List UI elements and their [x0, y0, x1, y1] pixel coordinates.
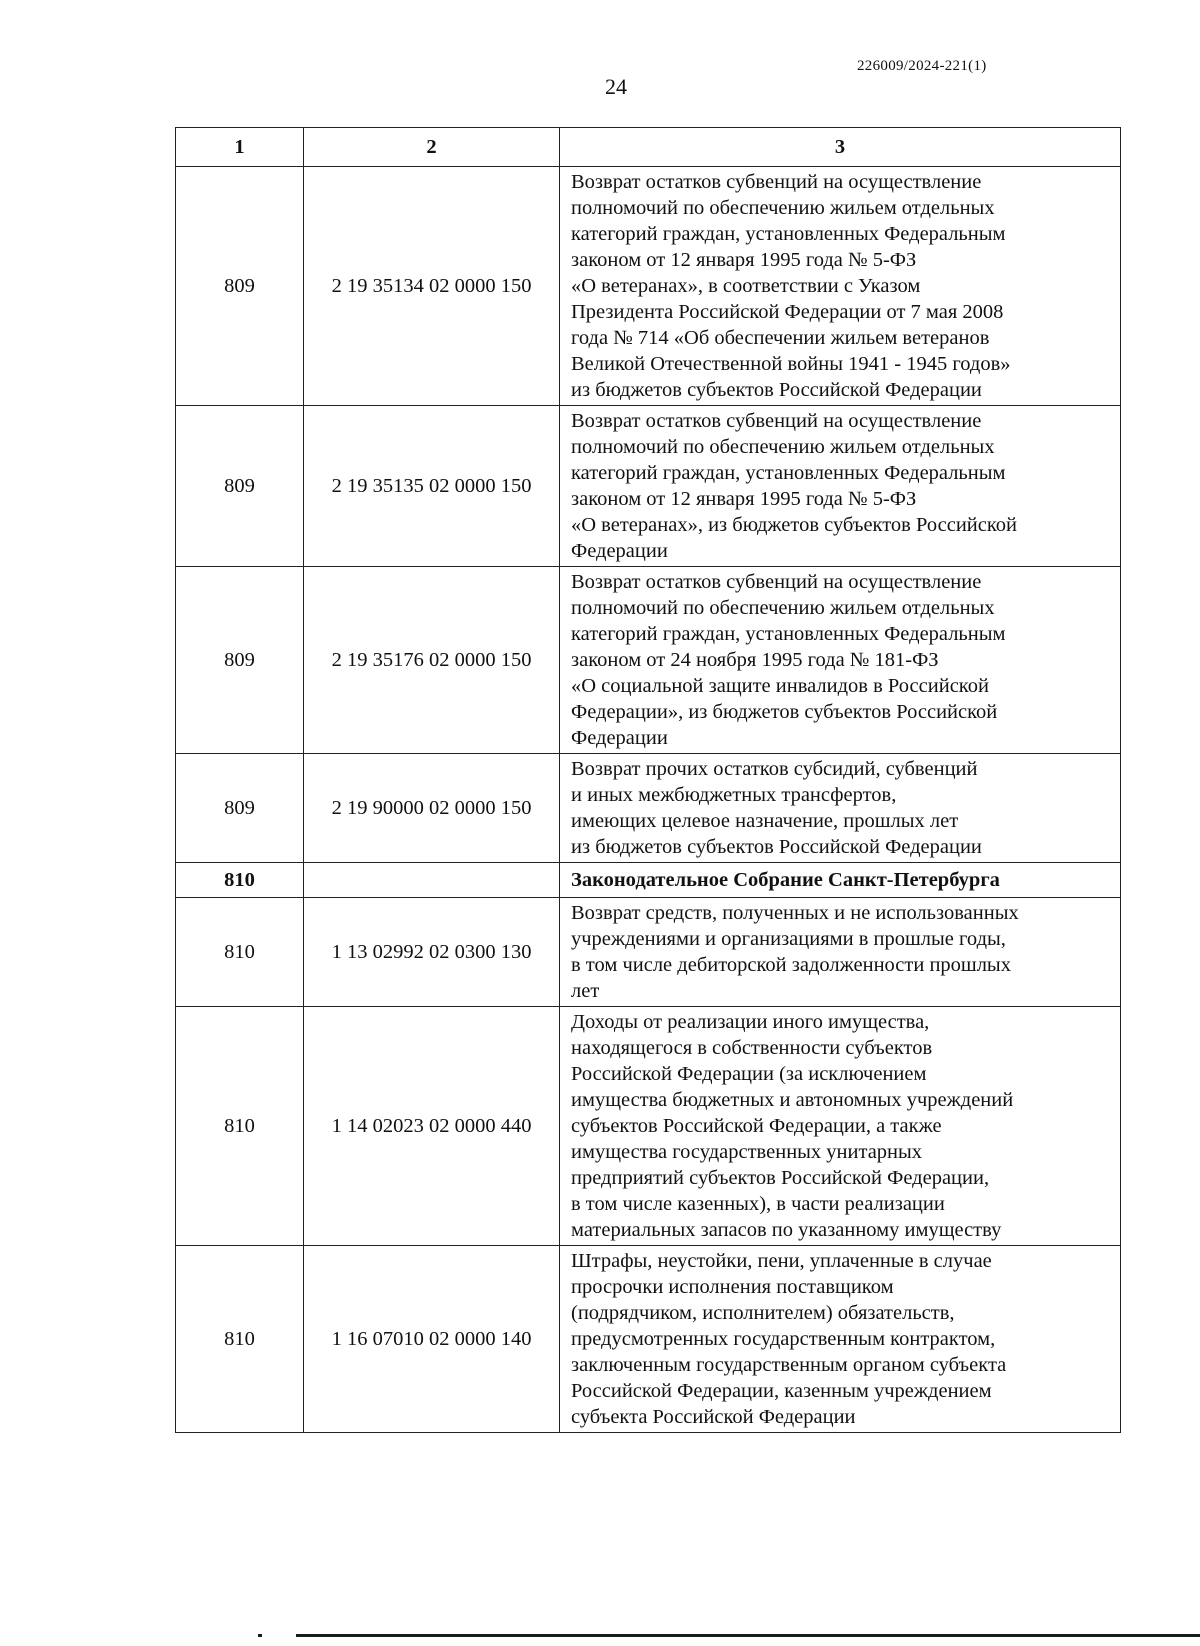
budget-classification-code-cell: 2 19 35134 02 0000 150	[304, 167, 560, 406]
table-row	[176, 1246, 1121, 1433]
column-header-3: 3	[560, 128, 1121, 167]
budget-classification-code-cell: 1 14 02023 02 0000 440	[304, 1007, 560, 1246]
admin-code-cell: 810	[176, 898, 304, 1007]
revenue-description-cell: Возврат средств, полученных и не использованных учреждениями и организациями в прошлые годы, в том числе дебиторской задолженности прошлых лет	[560, 898, 1121, 1007]
scan-edge-line	[296, 1634, 1200, 1637]
revenue-codes-table	[175, 127, 1121, 1433]
admin-code-cell: 810	[176, 863, 304, 898]
table-row	[176, 1007, 1121, 1246]
page-number: 24	[605, 74, 627, 99]
scan-edge-mark	[258, 1634, 262, 1637]
table-row	[176, 167, 1121, 406]
revenue-description-cell: Доходы от реализации иного имущества, находящегося в собственности субъектов Российской Федерации (за исключением имущества бюджетных и автономных учреждений субъектов Российской Федерации, а также имущества государственных унитарных предприятий субъектов Российской Федерации, в том числе казенных), в части реализации материальных запасов по указанному имуществу	[560, 1007, 1121, 1246]
table-header-row	[176, 128, 1121, 167]
document-registration-code: 226009/2024-221(1)	[857, 58, 987, 74]
table-row	[176, 898, 1121, 1007]
revenue-description-cell: Законодательное Собрание Санкт-Петербурга	[560, 863, 1121, 898]
table-row	[176, 406, 1121, 567]
column-header-1: 1	[176, 128, 304, 167]
table-row	[176, 863, 1121, 898]
table-row	[176, 754, 1121, 863]
admin-code-cell: 809	[176, 567, 304, 754]
revenue-description-cell: Возврат остатков субвенций на осуществление полномочий по обеспечению жильем отдельных категорий граждан, установленных Федеральным законом от 12 января 1995 года № 5-ФЗ «О ветеранах», из бюджетов субъектов Российской Федерации	[560, 406, 1121, 567]
budget-classification-code-cell: 2 19 35176 02 0000 150	[304, 567, 560, 754]
revenue-description-cell: Возврат остатков субвенций на осуществление полномочий по обеспечению жильем отдельных категорий граждан, установленных Федеральным законом от 12 января 1995 года № 5-ФЗ «О ветеранах», в соответствии с Указом Президента Российской Федерации от 7 мая 2008 года № 714 «Об обеспечении жильем ветеранов Великой Отечественной войны 1941 - 1945 годов» из бюджетов субъектов Российской Федерации	[560, 167, 1121, 406]
admin-code-cell: 809	[176, 167, 304, 406]
budget-classification-code-cell	[304, 863, 560, 898]
budget-classification-code-cell: 1 16 07010 02 0000 140	[304, 1246, 560, 1433]
admin-code-cell: 810	[176, 1007, 304, 1246]
revenue-description-cell: Штрафы, неустойки, пени, уплаченные в случае просрочки исполнения поставщиком (подрядчиком, исполнителем) обязательств, предусмотренных государственным контрактом, заключенным государственным органом субъекта Российской Федерации, казенным учреждением субъекта Российской Федерации	[560, 1246, 1121, 1433]
admin-code-cell: 809	[176, 754, 304, 863]
budget-classification-code-cell: 1 13 02992 02 0300 130	[304, 898, 560, 1007]
admin-code-cell: 810	[176, 1246, 304, 1433]
budget-classification-code-cell: 2 19 90000 02 0000 150	[304, 754, 560, 863]
table-row	[176, 567, 1121, 754]
revenue-description-cell: Возврат остатков субвенций на осуществление полномочий по обеспечению жильем отдельных категорий граждан, установленных Федеральным законом от 24 ноября 1995 года № 181-ФЗ «О социальной защите инвалидов в Российской Федерации», из бюджетов субъектов Российской Федерации	[560, 567, 1121, 754]
budget-classification-code-cell: 2 19 35135 02 0000 150	[304, 406, 560, 567]
admin-code-cell: 809	[176, 406, 304, 567]
revenue-description-cell: Возврат прочих остатков субсидий, субвенций и иных межбюджетных трансфертов, имеющих целевое назначение, прошлых лет из бюджетов субъектов Российской Федерации	[560, 754, 1121, 863]
column-header-2: 2	[304, 128, 560, 167]
